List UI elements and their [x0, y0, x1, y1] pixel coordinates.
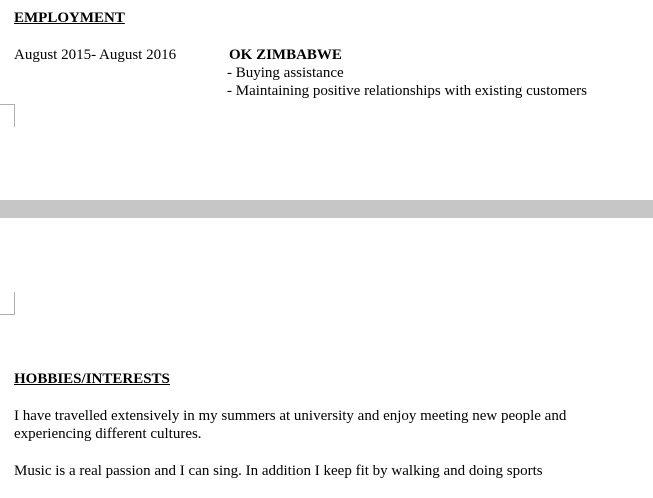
duty-item: - Buying assistance [227, 65, 344, 81]
page-corner-marker [0, 104, 15, 127]
employment-heading: EMPLOYMENT [14, 10, 125, 26]
employer-name: OK ZIMBABWE [229, 47, 342, 63]
page-corner-marker [0, 292, 15, 315]
page-break [0, 200, 653, 218]
employment-dates: August 2015- August 2016 [14, 47, 177, 63]
hobbies-paragraph: I have travelled extensively in my summers at university and enjoy meeting new people and [14, 408, 567, 424]
hobbies-paragraph: Music is a real passion and I can sing. In addition I keep fit by walking and doing sports [14, 463, 543, 479]
hobbies-paragraph: experiencing different cultures. [14, 426, 202, 442]
duty-item: - Maintaining positive relationships with existing customers [227, 83, 587, 99]
hobbies-heading: HOBBIES/INTERESTS [14, 371, 170, 387]
